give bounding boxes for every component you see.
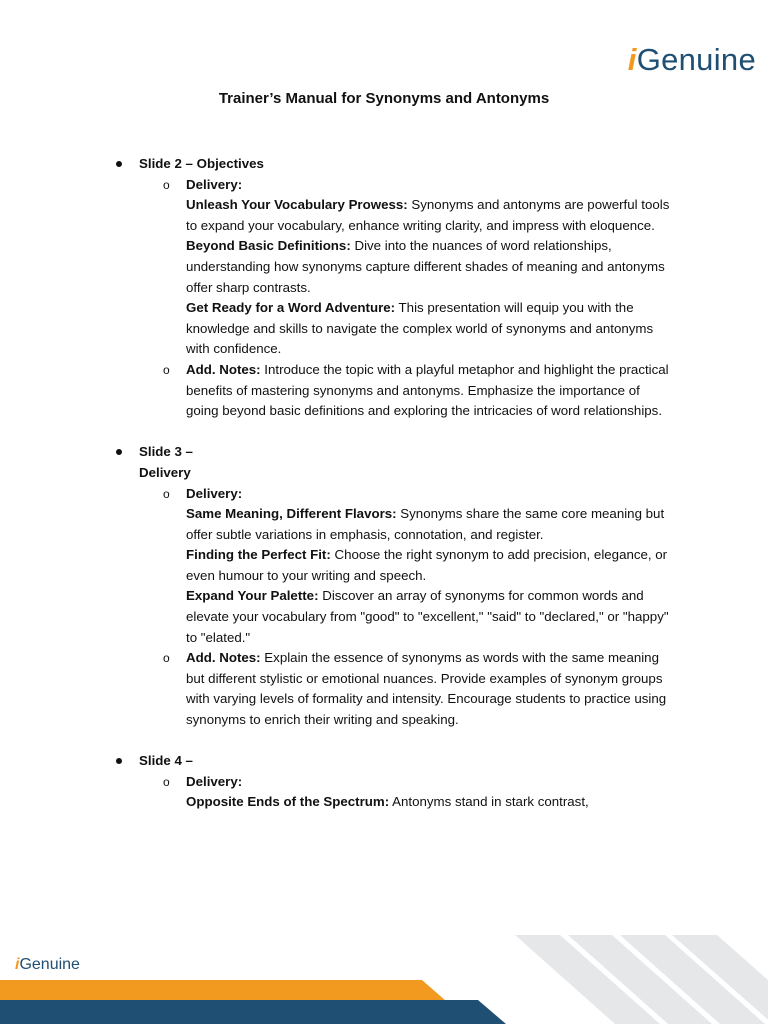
delivery-item — [186, 586, 674, 648]
notes-label: Add. Notes: — [186, 361, 261, 377]
item-text: Choose the right synonym to add precision, elegance, or even humour to your writing and speech. — [186, 547, 668, 583]
circle-bullet-icon: o — [163, 486, 170, 501]
delivery-item — [186, 792, 674, 813]
slide-bullet — [0, 751, 229, 772]
footer-decoration — [0, 930, 768, 1024]
bullet-dot-icon — [116, 449, 122, 455]
delivery-item — [186, 236, 674, 298]
slide-heading: Slide 2 – Objectives — [139, 156, 264, 171]
circle-bullet-icon: o — [163, 362, 170, 377]
bullet-dot-icon — [116, 758, 122, 764]
item-text: Synonyms and antonyms are powerful tools to expand your vocabulary, enhance writing clarity, and impress with eloquence. — [186, 197, 670, 233]
slide-section — [0, 751, 768, 813]
circle-bullet-icon: o — [163, 177, 170, 192]
notes-text: Introduce the topic with a playful metaphor and highlight the practical benefits of mastering synonyms and antonyms. Emphasize the importance of going beyond basic definitions and exploring the intricacies of word relationships. — [186, 361, 669, 419]
item-lead: Unleash Your Vocabulary Prowess: — [186, 197, 408, 213]
document-body — [0, 154, 768, 813]
delivery-item — [186, 195, 674, 236]
logo-wordmark: Genuine — [636, 42, 756, 77]
circle-bullet-icon: o — [163, 774, 170, 789]
slide-section — [0, 442, 768, 730]
slide-heading: Slide 3 – Delivery — [139, 444, 193, 480]
slide-section — [0, 154, 768, 422]
item-lead: Finding the Perfect Fit: — [186, 547, 331, 563]
notes-block — [0, 360, 674, 422]
delivery-block — [0, 772, 674, 813]
delivery-item — [186, 298, 674, 360]
delivery-block — [0, 175, 674, 360]
bullet-dot-icon — [116, 161, 122, 167]
notes-paragraph — [186, 648, 674, 730]
footer-igenuine-logo — [15, 955, 80, 975]
delivery-item — [186, 545, 674, 586]
item-lead: Expand Your Palette: — [186, 588, 319, 604]
notes-label: Add. Notes: — [186, 650, 261, 666]
logo-i-letter: i — [15, 956, 20, 973]
item-text: This presentation will equip you with the knowledge and skills to navigate the complex world of synonyms and antonyms with confidence. — [186, 300, 654, 357]
logo-wordmark: Genuine — [19, 956, 80, 973]
delivery-item — [186, 504, 674, 545]
slide-bullet — [0, 442, 229, 483]
item-lead: Beyond Basic Definitions: — [186, 238, 351, 254]
document-title: Trainer’s Manual for Synonyms and Antonyms — [218, 90, 550, 107]
notes-text: Explain the essence of synonyms as words with the same meaning but different stylistic or emotional nuances. Provide examples of synonym groups with varying levels of formality and intensity. Encourage students to practice using synonyms to enrich their writing and speaking. — [186, 650, 667, 728]
slide-heading: Slide 4 – — [139, 753, 193, 769]
circle-bullet-icon: o — [163, 651, 170, 666]
item-lead: Opposite Ends of the Spectrum: — [186, 794, 390, 810]
item-text: Synonyms share the same core meaning but offer subtle variations in emphasis, connotation, and register. — [186, 506, 665, 542]
notes-block — [0, 648, 674, 730]
delivery-label: Delivery: — [186, 485, 243, 501]
footer-blue-band — [0, 1000, 506, 1024]
slide-bullet — [0, 154, 339, 175]
item-text: Dive into the nuances of word relationships, understanding how synonyms capture different shades of meaning and antonyms offer sharp contrasts. — [186, 238, 665, 295]
item-text: Antonyms stand in stark contrast, — [389, 794, 589, 810]
delivery-block — [0, 484, 674, 649]
delivery-label: Delivery: — [186, 176, 243, 192]
item-lead: Same Meaning, Different Flavors: — [186, 506, 397, 522]
item-lead: Get Ready for a Word Adventure: — [186, 300, 396, 316]
item-text: Discover an array of synonyms for common words and elevate your vocabulary from "good" to "excellent," "said" to "declared," or "happy" to "elated." — [186, 588, 669, 645]
igenuine-logo — [628, 40, 756, 80]
notes-paragraph — [186, 360, 674, 422]
delivery-label: Delivery: — [186, 773, 243, 789]
logo-i-letter: i — [627, 42, 637, 77]
